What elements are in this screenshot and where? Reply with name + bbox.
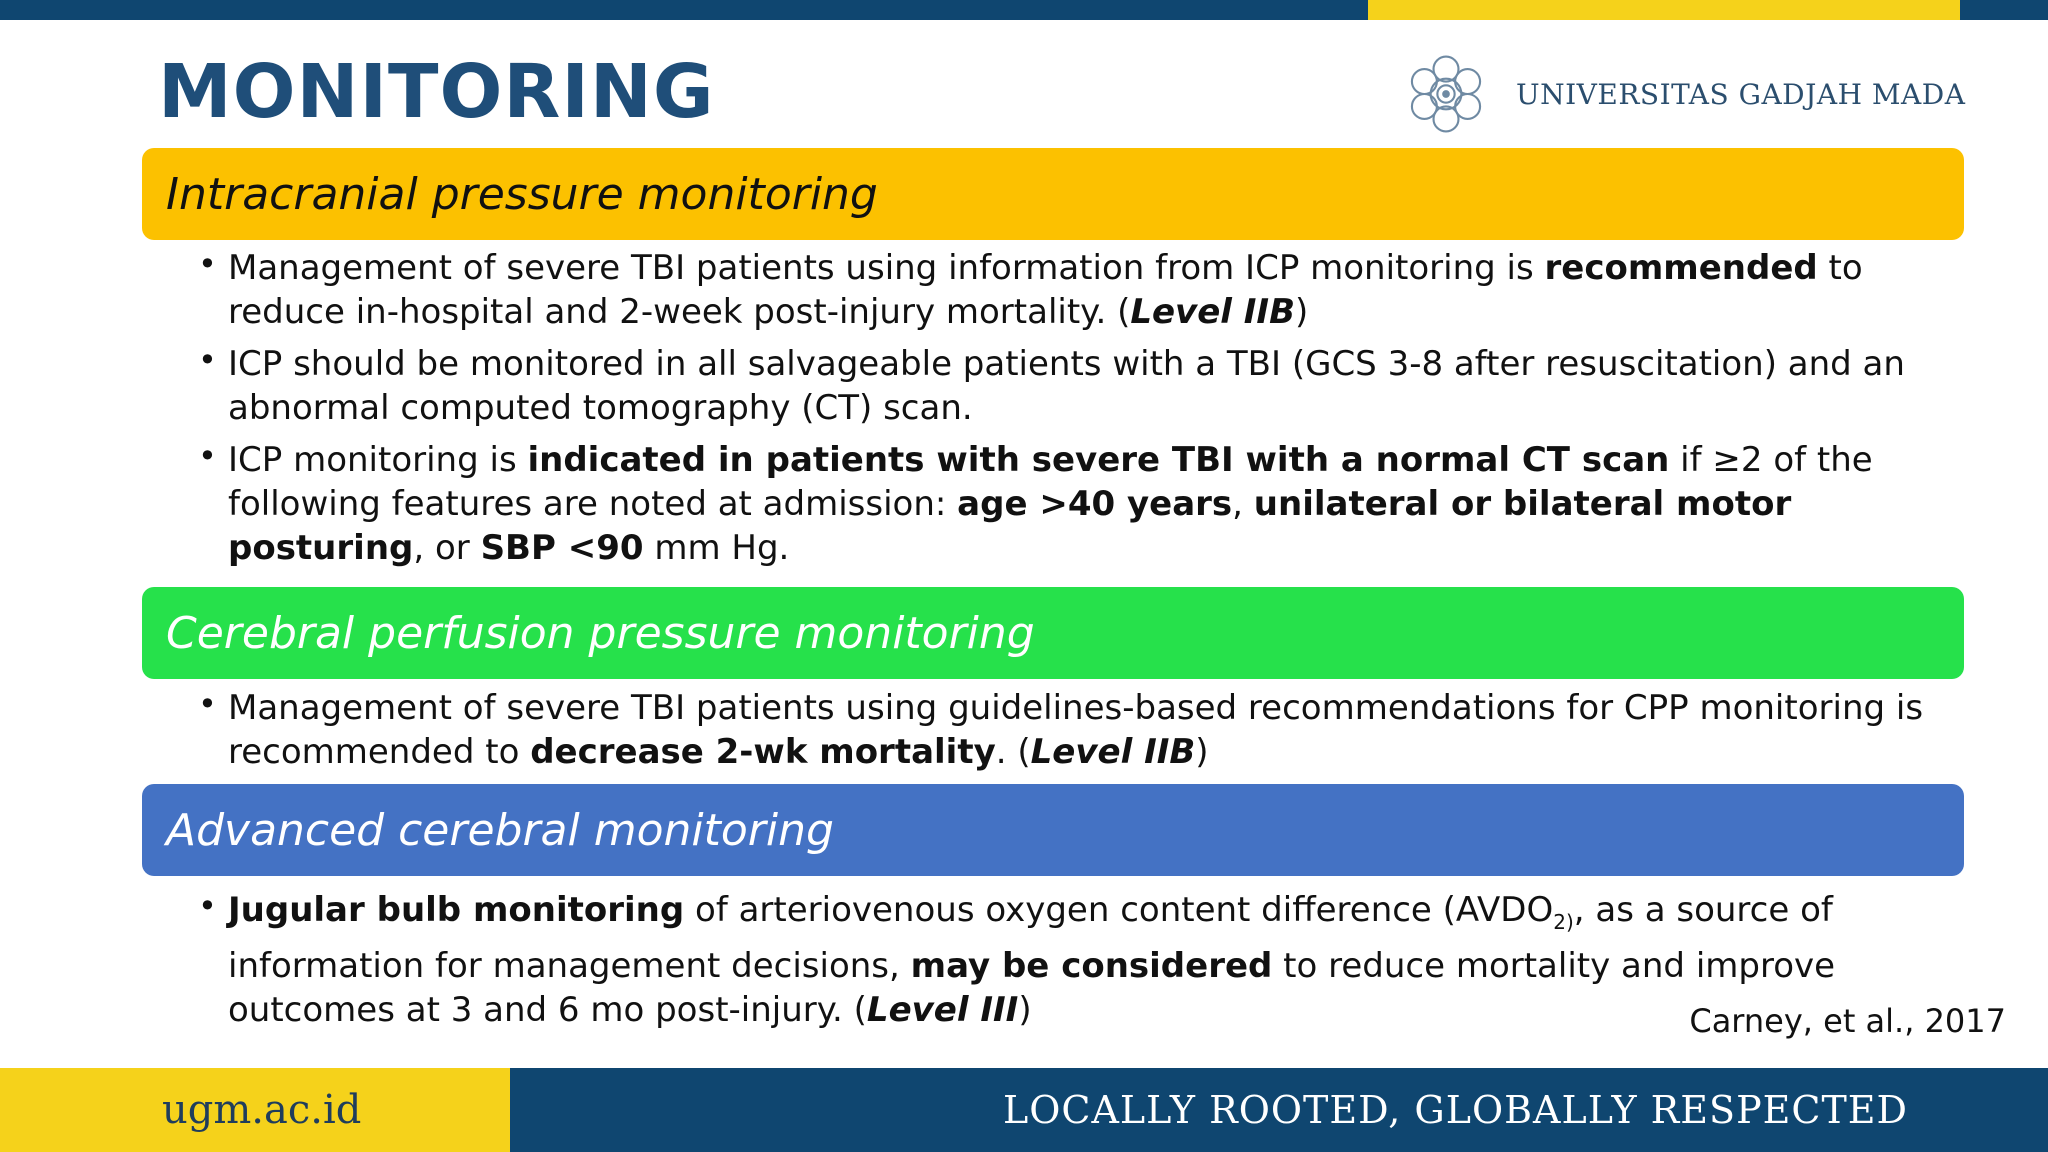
bullet-text: , or [413,528,481,568]
bullet-item [198,342,1978,430]
bullet-emphasis: may be considered [910,945,1273,986]
tagline: LOCALLY ROOTED, GLOBALLY RESPECTED [1002,1088,1908,1132]
section-header-advanced [142,784,1964,876]
university-logo [1398,44,1965,144]
website-link[interactable]: ugm.ac.id [162,1087,362,1133]
bullet-emphasis: Jugular bulb monitoring [228,890,685,930]
bullet-text: to reduce mortality and improve outcomes at 3 and 6 mo post-injury. ( [228,945,1836,1030]
bullet-emphasis: indicated in patients with severe TBI with a normal CT scan [527,440,1670,480]
section-header-icp [142,148,1964,240]
bullet-text: . ( [995,732,1031,772]
bullet-text: ICP monitoring is [228,440,528,480]
bullet-text: ) [1195,732,1209,772]
bullet-text: ICP should be monitored in all salvageable patients with a TBI (GCS 3-8 after resuscitation) and an abnormal computed tomography (CT) scan. [228,344,1905,428]
evidence-level: Level IIB [1130,292,1295,332]
university-name: UNIVERSITAS GADJAH MADA [1516,77,1966,111]
bullet-item [198,686,1978,774]
section-header-cpp [142,587,1964,679]
bullet-emphasis: unilateral or bilateral motor posturing [228,484,1792,568]
bullet-text: to reduce in-hospital and 2-week post-injury mortality. ( [228,248,1863,332]
bullet-text: , [1232,484,1254,524]
bullet-emphasis: age >40 years [957,484,1233,524]
bullet-text: , as a source of information for management decisions, [228,890,1833,986]
section-heading: Advanced cerebral monitoring [166,804,834,856]
bullet-text: mm Hg. [643,528,790,568]
bullet-emphasis: SBP <90 [480,528,644,568]
section-heading: Intracranial pressure monitoring [166,168,878,220]
footer-website-bar [0,1068,510,1152]
bullet-text: if ≥2 of the following features are noted at admission: [228,440,1873,524]
bullet-text: Management of severe TBI patients using information from ICP monitoring is [228,248,1545,288]
evidence-level: Level IIB [1030,732,1196,772]
cpp-bullet-list [198,686,1978,782]
bullet-text: ) [1018,989,1032,1030]
top-bar-accent [1368,0,1960,20]
bullet-emphasis: recommended [1544,248,1818,288]
slide-title: MONITORING [158,49,715,135]
citation: Carney, et al., 2017 [1689,1002,2006,1040]
section-heading: Cerebral perfusion pressure monitoring [166,607,1035,659]
ugm-seal-icon [1398,46,1494,142]
subscript: 2) [1553,909,1574,934]
icp-bullet-list [198,246,1978,578]
bullet-item [198,438,1978,570]
bullet-emphasis: decrease 2-wk mortality [530,732,996,772]
footer-tagline-bar [510,1068,2048,1152]
bullet-item [198,246,1978,334]
evidence-level: Level III [866,989,1019,1030]
bullet-text: ) [1294,292,1309,332]
bullet-text: of arteriovenous oxygen content difference (AVDO [684,890,1554,930]
bullet-text: Management of severe TBI patients using guidelines-based recommendations for CPP monitoring is recommended to [228,688,1924,772]
